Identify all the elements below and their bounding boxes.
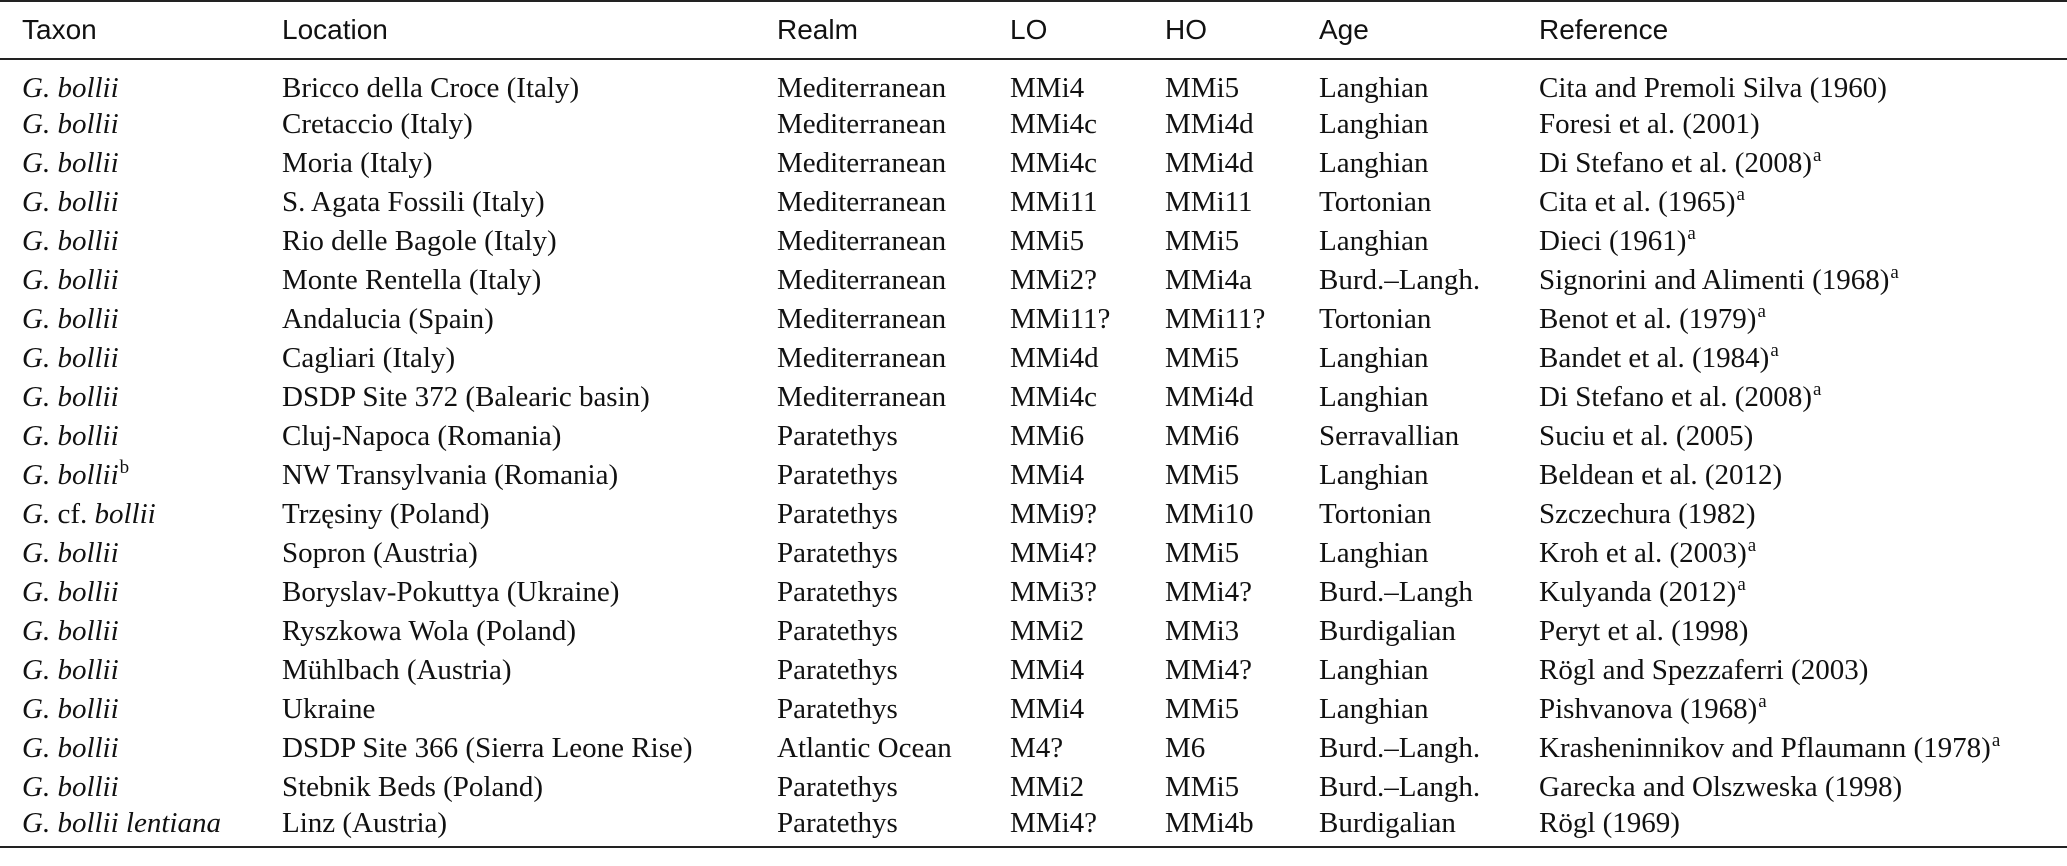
reference-text: Beldean et al. (2012): [1539, 459, 1783, 491]
cell-ho: MMi5: [1165, 537, 1240, 569]
reference-text: Dieci (1961): [1539, 225, 1687, 257]
header-taxon: Taxon: [0, 1, 282, 59]
cell-location: Cagliari (Italy): [282, 342, 456, 374]
cell-location: Cretaccio (Italy): [282, 108, 473, 140]
cell-lo: MMi11?: [1010, 303, 1111, 335]
table-row: [0, 807, 2067, 847]
cell-location: Sopron (Austria): [282, 537, 478, 569]
cell-reference: [1539, 339, 2067, 378]
cell-ho: MMi3: [1165, 615, 1240, 647]
cell-taxon: [0, 59, 282, 105]
cell-lo: MMi4: [1010, 72, 1085, 104]
table-row: [0, 456, 2067, 495]
taxon-text: G. bollii: [22, 732, 119, 764]
cell-reference: [1539, 573, 2067, 612]
cell-taxon: [0, 729, 282, 768]
reference-text: Szczechura (1982): [1539, 498, 1756, 530]
cell-taxon: [0, 651, 282, 690]
table-row: [0, 768, 2067, 807]
taxon-text: G. bollii: [22, 186, 119, 218]
cell-reference: [1539, 183, 2067, 222]
cell-age: Langhian: [1319, 654, 1429, 686]
table-row: [0, 339, 2067, 378]
taxon-text: cf.: [50, 498, 95, 530]
taxon-text: G. bollii: [22, 342, 119, 374]
reference-text: Suciu et al. (2005): [1539, 420, 1754, 452]
cell-lo: MMi3?: [1010, 576, 1097, 608]
table-row: [0, 729, 2067, 768]
cell-reference: [1539, 59, 2067, 105]
cell-realm: Paratethys: [777, 459, 898, 491]
reference-footnote-mark: a: [1991, 730, 2001, 752]
reference-text: Di Stefano et al. (2008): [1539, 147, 1813, 179]
cell-age: Burd.–Langh.: [1319, 732, 1481, 764]
cell-location: Linz (Austria): [282, 807, 777, 847]
taxon-text: G. bollii: [22, 537, 119, 569]
cell-age: Langhian: [1319, 72, 1429, 104]
cell-reference: [1539, 417, 2067, 456]
reference-text: Foresi et al. (2001): [1539, 108, 1760, 140]
cell-realm: Mediterranean: [777, 108, 947, 140]
cell-lo: MMi4c: [1010, 108, 1097, 140]
cell-reference: [1539, 261, 2067, 300]
cell-location: DSDP Site 372 (Balearic basin): [282, 381, 650, 413]
table-row: [0, 417, 2067, 456]
taxon-text: G. bollii lentiana: [22, 807, 221, 839]
reference-footnote-mark: a: [1736, 184, 1745, 206]
cell-realm: Paratethys: [777, 576, 898, 608]
cell-taxon: [0, 768, 282, 807]
table-row: [0, 573, 2067, 612]
header-reference: Reference: [1539, 1, 2067, 59]
cell-location: Cluj-Napoca (Romania): [282, 420, 562, 452]
cell-ho: MMi5: [1165, 342, 1240, 374]
cell-taxon: [0, 690, 282, 729]
cell-location: Trzęsiny (Poland): [282, 498, 490, 530]
table-row: [0, 105, 2067, 144]
cell-lo: MMi4c: [1010, 147, 1097, 179]
cell-taxon: [0, 339, 282, 378]
cell-location: S. Agata Fossili (Italy): [282, 186, 545, 218]
cell-realm: Mediterranean: [777, 72, 947, 104]
cell-location: Boryslav-Pokuttya (Ukraine): [282, 576, 620, 608]
cell-reference: [1539, 651, 2067, 690]
cell-ho: MMi4?: [1165, 654, 1252, 686]
reference-footnote-mark: a: [1770, 340, 1779, 362]
taxon-text: G. bollii: [22, 381, 119, 413]
cell-realm: Atlantic Ocean: [777, 732, 952, 764]
table-row: [0, 378, 2067, 417]
cell-taxon: [0, 612, 282, 651]
cell-reference: [1539, 222, 2067, 261]
reference-footnote-mark: a: [1813, 379, 1822, 401]
cell-lo: MMi4: [1010, 459, 1085, 491]
reference-footnote-mark: a: [1737, 574, 1746, 596]
taxon-text: G. bollii: [22, 771, 119, 803]
cell-taxon: [0, 807, 282, 847]
table-row: [0, 59, 2067, 105]
cell-taxon: [0, 222, 282, 261]
cell-location: DSDP Site 366 (Sierra Leone Rise): [282, 732, 693, 764]
cell-lo: MMi4d: [1010, 342, 1099, 374]
reference-text: Kulyanda (2012): [1539, 576, 1737, 608]
reference-text: Krasheninnikov and Pflaumann (1978): [1539, 732, 1991, 764]
cell-realm: Paratethys: [777, 693, 898, 725]
cell-age: Langhian: [1319, 108, 1429, 140]
cell-ho: MMi4d: [1165, 147, 1254, 179]
reference-footnote-mark: a: [1687, 223, 1696, 245]
cell-age: Tortonian: [1319, 303, 1432, 335]
cell-reference: [1539, 612, 2067, 651]
reference-footnote-mark: a: [1813, 145, 1822, 167]
cell-taxon: [0, 378, 282, 417]
cell-reference: [1539, 378, 2067, 417]
cell-age: Langhian: [1319, 147, 1429, 179]
reference-text: Garecka and Olszweska (1998): [1539, 771, 1903, 803]
reference-text: Di Stefano et al. (2008): [1539, 381, 1813, 413]
cell-realm: Mediterranean: [777, 303, 947, 335]
cell-taxon: [0, 183, 282, 222]
cell-lo: MMi4: [1010, 693, 1085, 725]
cell-location: Ukraine: [282, 693, 376, 725]
cell-ho: MMi4d: [1165, 108, 1254, 140]
taxon-footnote-mark: b: [119, 457, 130, 479]
cell-reference: [1539, 144, 2067, 183]
cell-taxon: [0, 456, 282, 495]
reference-footnote-mark: a: [1758, 691, 1767, 713]
reference-footnote-mark: a: [1747, 535, 1757, 557]
cell-ho: MMi4b: [1165, 807, 1319, 847]
cell-age: Burdigalian: [1319, 615, 1456, 647]
cell-realm: Paratethys: [777, 807, 1010, 847]
cell-realm: Paratethys: [777, 654, 898, 686]
cell-age: Langhian: [1319, 342, 1429, 374]
taxon-text: G. bollii: [22, 654, 119, 686]
cell-reference: [1539, 690, 2067, 729]
reference-text: Cita et al. (1965): [1539, 186, 1736, 218]
taxon-text: G. bollii: [22, 303, 119, 335]
cell-realm: Paratethys: [777, 537, 898, 569]
cell-lo: MMi2: [1010, 615, 1085, 647]
header-age: Age: [1319, 1, 1539, 59]
cell-realm: Paratethys: [777, 498, 898, 530]
cell-age: Burd.–Langh: [1319, 576, 1473, 608]
cell-ho: MMi5: [1165, 72, 1240, 104]
cell-ho: MMi5: [1165, 225, 1240, 257]
cell-reference: [1539, 456, 2067, 495]
taxon-text: G. bollii: [22, 693, 119, 725]
cell-taxon: [0, 417, 282, 456]
table-row: [0, 612, 2067, 651]
cell-location: Bricco della Croce (Italy): [282, 72, 580, 104]
taxon-text: G. bollii: [22, 420, 119, 452]
cell-taxon: [0, 144, 282, 183]
header-lo: LO: [1010, 1, 1165, 59]
cell-lo: MMi6: [1010, 420, 1085, 452]
taxon-text: G. bollii: [22, 72, 119, 104]
taxon-text: bollii: [94, 498, 156, 530]
table-row: [0, 495, 2067, 534]
cell-lo: MMi4?: [1010, 537, 1097, 569]
reference-text: Rögl and Spezzaferri (2003): [1539, 654, 1869, 686]
taxon-text: G.: [22, 498, 51, 530]
reference-text: Bandet et al. (1984): [1539, 342, 1770, 374]
cell-location: Monte Rentella (Italy): [282, 264, 542, 296]
cell-lo: MMi5: [1010, 225, 1085, 257]
cell-realm: Mediterranean: [777, 264, 947, 296]
cell-lo: M4?: [1010, 732, 1064, 764]
cell-lo: MMi4c: [1010, 381, 1097, 413]
taxon-text: G. bollii: [22, 147, 119, 179]
cell-realm: Paratethys: [777, 420, 898, 452]
cell-age: Langhian: [1319, 381, 1429, 413]
taxon-text: G. bollii: [22, 108, 119, 140]
reference-text: Pishvanova (1968): [1539, 693, 1758, 725]
cell-ho: MMi6: [1165, 420, 1240, 452]
table-row: [0, 222, 2067, 261]
cell-realm: Mediterranean: [777, 381, 947, 413]
table-row: [0, 300, 2067, 339]
cell-ho: MMi5: [1165, 771, 1240, 803]
table-row: [0, 261, 2067, 300]
cell-reference: [1539, 534, 2067, 573]
reference-text: Cita and Premoli Silva (1960): [1539, 72, 1887, 104]
cell-reference: [1539, 105, 2067, 144]
cell-realm: Mediterranean: [777, 342, 947, 374]
cell-age: Tortonian: [1319, 498, 1432, 530]
cell-lo: MMi4?: [1010, 807, 1165, 847]
table-row: [0, 690, 2067, 729]
reference-text: Kroh et al. (2003): [1539, 537, 1747, 569]
cell-lo: MMi4: [1010, 654, 1085, 686]
table-row: [0, 183, 2067, 222]
reference-text: Peryt et al. (1998): [1539, 615, 1749, 647]
cell-lo: MMi11: [1010, 186, 1098, 218]
table-row: [0, 144, 2067, 183]
cell-lo: MMi9?: [1010, 498, 1097, 530]
cell-lo: MMi2: [1010, 771, 1085, 803]
cell-reference: [1539, 495, 2067, 534]
cell-age: Langhian: [1319, 225, 1429, 257]
header-ho: HO: [1165, 1, 1319, 59]
cell-age: Langhian: [1319, 693, 1429, 725]
reference-footnote-mark: a: [1757, 301, 1766, 323]
cell-location: Andalucia (Spain): [282, 303, 494, 335]
cell-age: Burd.–Langh.: [1319, 264, 1481, 296]
cell-location: NW Transylvania (Romania): [282, 459, 619, 491]
cell-ho: M6: [1165, 732, 1206, 764]
cell-ho: MMi5: [1165, 693, 1240, 725]
cell-age: Langhian: [1319, 537, 1429, 569]
cell-age: Langhian: [1319, 459, 1429, 491]
cell-taxon: [0, 534, 282, 573]
reference-text: Rögl (1969): [1539, 807, 1680, 839]
cell-age: Serravallian: [1319, 420, 1460, 452]
cell-reference: [1539, 768, 2067, 807]
cell-age: Burdigalian: [1319, 807, 1539, 847]
taxon-text: G. bollii: [22, 459, 119, 491]
cell-age: Tortonian: [1319, 186, 1432, 218]
table-row: [0, 651, 2067, 690]
cell-location: Ryszkowa Wola (Poland): [282, 615, 576, 647]
cell-age: Burd.–Langh.: [1319, 771, 1481, 803]
cell-reference: [1539, 300, 2067, 339]
cell-location: Stebnik Beds (Poland): [282, 771, 543, 803]
cell-taxon: [0, 261, 282, 300]
cell-taxon: [0, 495, 282, 534]
cell-location: Mühlbach (Austria): [282, 654, 512, 686]
cell-realm: Paratethys: [777, 771, 898, 803]
cell-location: Moria (Italy): [282, 147, 433, 179]
cell-taxon: [0, 105, 282, 144]
cell-ho: MMi11?: [1165, 303, 1266, 335]
cell-realm: Mediterranean: [777, 147, 947, 179]
cell-realm: Paratethys: [777, 615, 898, 647]
reference-text: Signorini and Alimenti (1968): [1539, 264, 1890, 296]
reference-text: Benot et al. (1979): [1539, 303, 1757, 335]
cell-location: Rio delle Bagole (Italy): [282, 225, 557, 257]
cell-realm: Mediterranean: [777, 225, 947, 257]
cell-reference: [1539, 807, 2067, 847]
cell-lo: MMi2?: [1010, 264, 1097, 296]
reference-footnote-mark: a: [1890, 262, 1899, 284]
cell-ho: MMi4?: [1165, 576, 1252, 608]
header-location: Location: [282, 1, 777, 59]
table-header: [0, 1, 2067, 59]
cell-ho: MMi4a: [1165, 264, 1252, 296]
taxon-text: G. bollii: [22, 225, 119, 257]
header-row: [0, 1, 2067, 59]
cell-ho: MMi11: [1165, 186, 1253, 218]
cell-ho: MMi5: [1165, 459, 1240, 491]
table-row: [0, 534, 2067, 573]
taxon-text: G. bollii: [22, 264, 119, 296]
taxon-text: G. bollii: [22, 576, 119, 608]
cell-ho: MMi10: [1165, 498, 1254, 530]
cell-taxon: [0, 573, 282, 612]
taxon-text: G. bollii: [22, 615, 119, 647]
cell-reference: [1539, 729, 2067, 768]
cell-ho: MMi4d: [1165, 381, 1254, 413]
header-realm: Realm: [777, 1, 1010, 59]
cell-taxon: [0, 300, 282, 339]
cell-realm: Mediterranean: [777, 186, 947, 218]
table-body: [0, 59, 2067, 847]
